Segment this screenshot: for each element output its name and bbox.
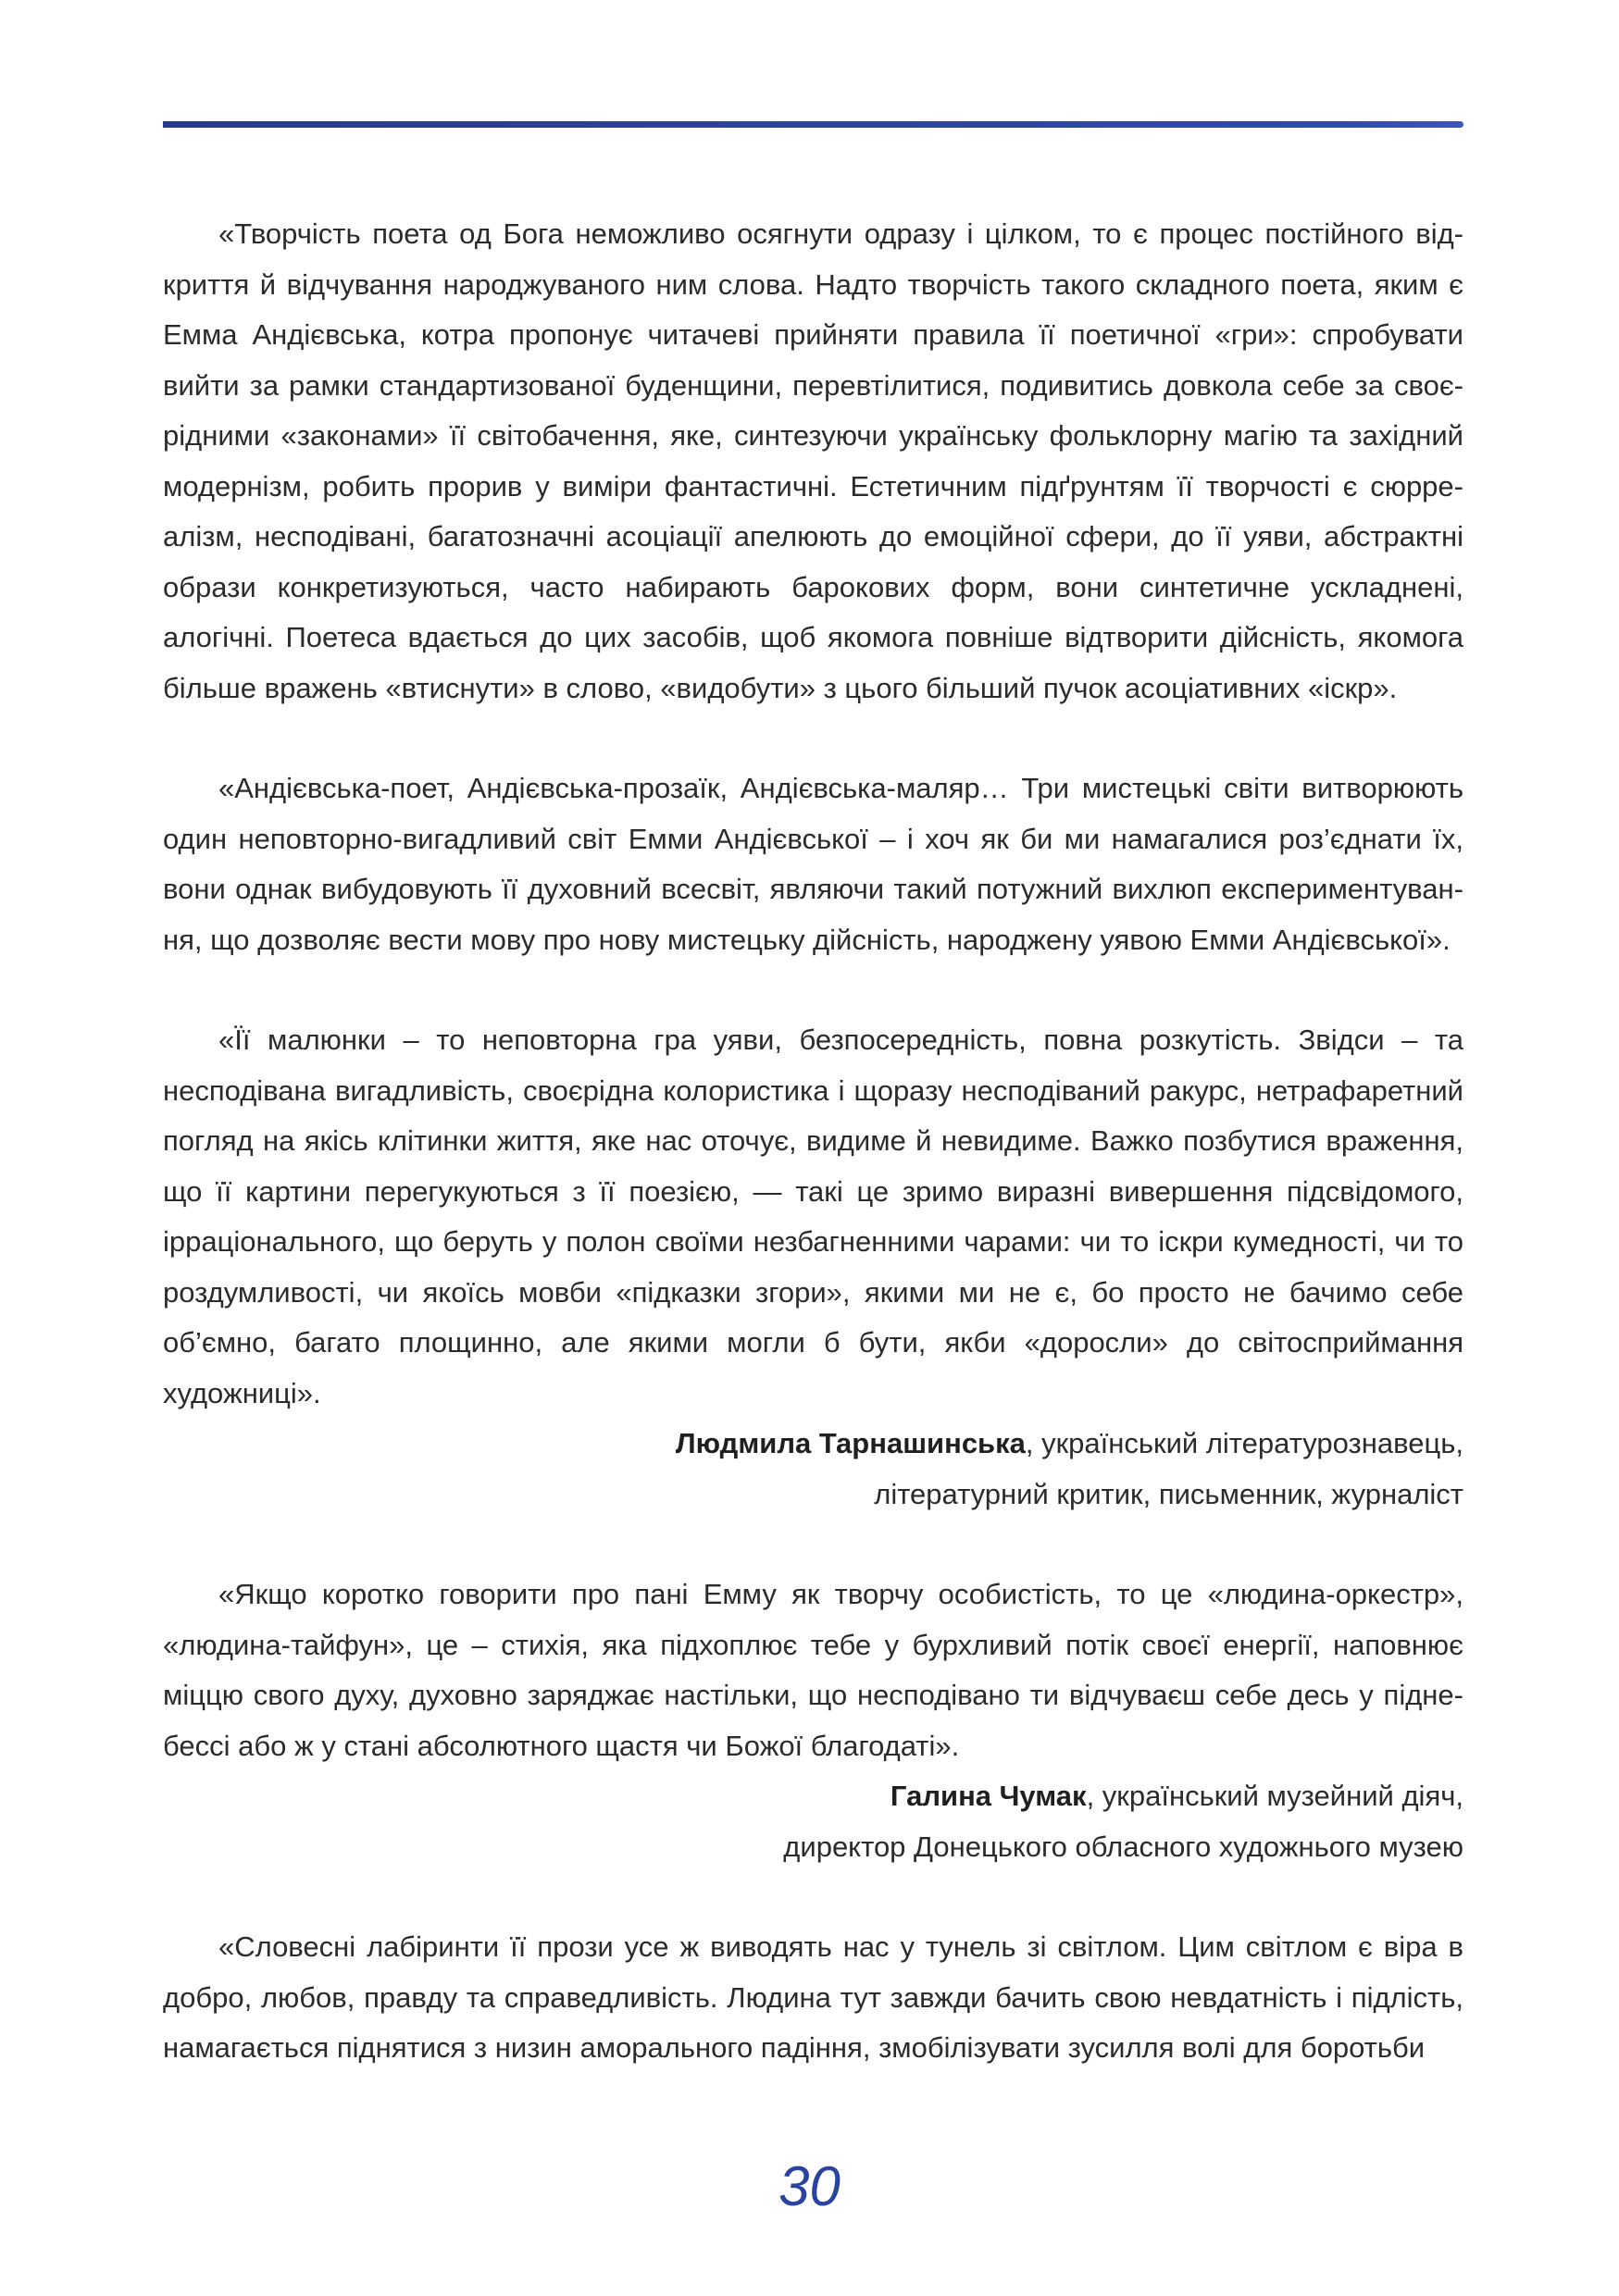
attribution-1-line-1 xyxy=(163,1419,1463,1470)
attribution-2-line-1 xyxy=(163,1771,1463,1822)
quote-paragraph-3: «Її малюнки – то неповторна гра уяви, безпосередність, повна розкутість. Звідси – та несподівана вигадливість, своєрідна колористика і щоразу несподіваний ракурс, нетрафаретний погляд на якісь клітинки життя, яке нас оточує, видиме й невидиме. Важко позбутися враження, що її картини перегукуються з її поезією, — такі це зримо виразні вивершення підсвідомого, ірраціонального, що беруть у полон своїми незбагненними чарами: чи то іскри кумедності, чи то роздумливості, чи якоїсь мовби «підказки згори», якими ми не є, бо просто не бачимо себе об’ємно, багато площинно, але якими могли б бути, якби «доросли» до світосприймання художниці». xyxy=(163,1024,1463,1409)
attribution-1-name: Людмила Тарнашинська xyxy=(675,1427,1026,1459)
attribution-1-line-2: літературний критик, письменник, журналіст xyxy=(874,1477,1463,1510)
attribution-2-line-2: директор Донецького обласного художнього музею xyxy=(783,1830,1463,1863)
attribution-1-role: , український літературознавець, xyxy=(1025,1427,1463,1459)
page-content xyxy=(163,209,1463,2074)
quote-paragraph-1: «Творчість поета од Бога неможливо осягнути одразу і цілком, то є процес постійного відкриття й відчування народжуваного ним слова. Надто творчість такого складного поета, яким є Емма Андієвська, котра пропонує читачеві прийняти правила її поетичної «гри»: спробувати вийти за рамки стандартизованої буденщини, перевтілитися, подивитись довкола себе за своєрідними «законами» її світобачення, яке, синтезуючи українську фольклорну магію та західний модернізм, робить прорив у виміри фантастичні. Естетичним підґрунтям її творчості є сюрреалізм, несподівані, багатозначні асоціації апелюють до емоційної сфери, до її уяви, абстрактні образи конкретизуються, часто набирають барокових форм, вони синтетичне ускладнені, алогічні. Поетеса вдається до цих засобів, щоб якомога повніше відтворити дійсність, якомога більше вражень «втиснути» в слово, «видобути» з цього більший пучок асоціативних «іскр». xyxy=(163,217,1463,704)
attribution-2-role: , український музейний діяч, xyxy=(1086,1780,1463,1812)
header-rule xyxy=(163,121,1463,128)
quote-paragraph-5: «Словесні лабіринти її прози усе ж виводять нас у тунель зі світлом. Цим світлом є віра в добро, любов, правду та справедливість. Людина тут завжди бачить свою невдатність і підлість, намагається піднятися з низин аморального падіння, змобілізувати зусилля волі для боротьби xyxy=(163,1930,1463,2064)
quote-paragraph-2: «Андієвська-поет, Андієвська-прозаїк, Андієвська-маляр… Три мистецькі світи витворюють один неповторно-вигадливий світ Емми Андієвської – і хоч як би ми намагалися роз’єднати їх, вони однак вибудовують її духовний всесвіт, являючи такий потужний вихлюп експериментування, що дозволяє вести мову про нову мистецьку дійсність, народжену уявою Емми Андієвської». xyxy=(163,772,1463,956)
page-number: 30 xyxy=(778,2155,841,2217)
attribution-2-name: Галина Чумак xyxy=(890,1780,1087,1812)
quote-paragraph-4: «Якщо коротко говорити про пані Емму як творчу особистість, то це «людина-оркестр», «людина-тайфун», це – стихія, яка підхоплює тебе у бурхливий потік своєї енергії, наповнює міццю свого духу, духовно заряджає настільки, що несподівано ти відчуваєш себе десь у піднебессі або ж у стані абсолютного щастя чи Божої благодаті». xyxy=(163,1578,1463,1762)
